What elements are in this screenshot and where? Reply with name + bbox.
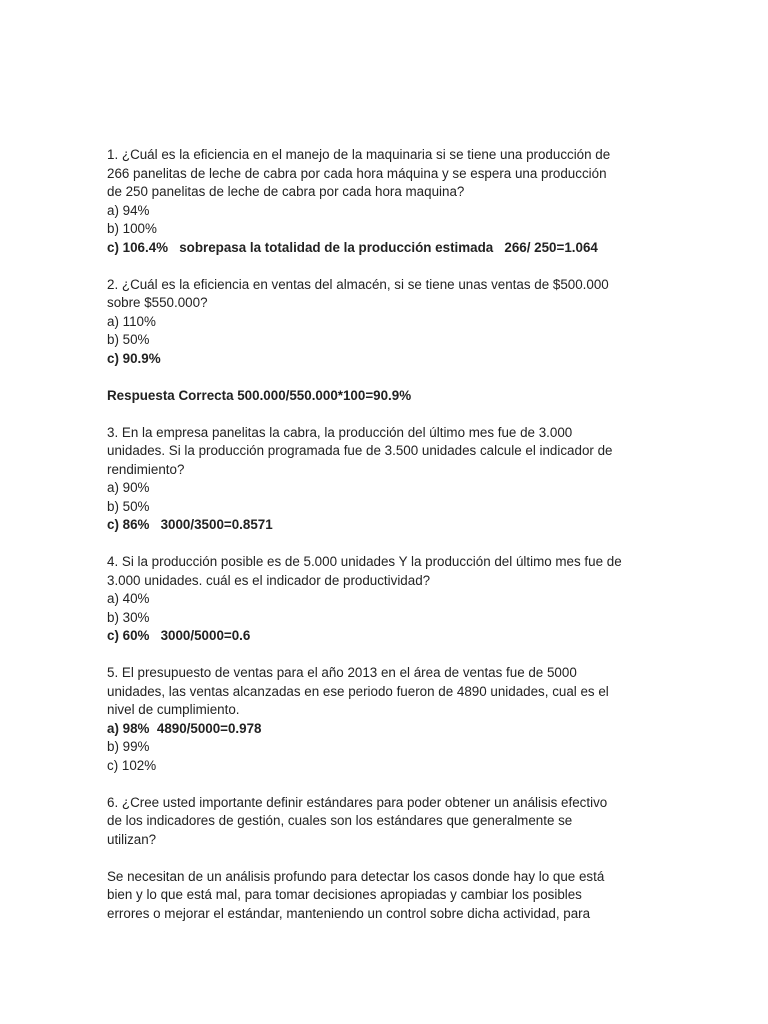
option-a: a) 110% — [107, 313, 156, 329]
question-text-line: 6. ¿Cree usted importante definir estándares para poder obtener un análisis efectivo — [107, 794, 608, 810]
question-text-line: de 250 panelitas de leche de cabra por cada hora maquina? — [107, 184, 465, 199]
question-text-line: de los indicadores de gestión, cuales son los estándares que generalmente se — [107, 813, 573, 828]
answer-text-line: bien y lo que está mal, para tomar decisiones apropiadas y cambiar los posibles — [107, 887, 582, 902]
option-c-correct: c) 90.9% — [107, 350, 161, 366]
question-text-line: 266 panelitas de leche de cabra por cada hora máquina y se espera una producción — [107, 165, 607, 181]
question-text-line: 2. ¿Cuál es la eficiencia en ventas del almacén, si se tiene unas ventas de $500.000 — [107, 276, 609, 292]
option-a-correct: a) 98% 4890/5000=0.978 — [107, 720, 262, 736]
question-text-line: unidades. Si la producción programada fue de 3.500 unidades calcule el indicador de — [107, 443, 613, 458]
question-4 — [107, 553, 667, 646]
question-text-line: unidades, las ventas alcanzadas en ese periodo fueron de 4890 unidades, cual es el — [107, 683, 609, 699]
option-b: b) 50% — [107, 332, 150, 347]
question-text-line: 3.000 unidades. cuál es el indicador de productividad? — [107, 572, 431, 588]
option-b: b) 100% — [107, 221, 157, 236]
document-page — [107, 146, 667, 923]
option-a: a) 40% — [107, 591, 150, 606]
option-a: a) 94% — [107, 202, 150, 218]
spacer — [107, 775, 667, 794]
option-c-correct: c) 106.4% sobrepasa la totalidad de la producción estimada 266/ 250=1.064 — [107, 239, 598, 255]
question-text-line: 4. Si la producción posible es de 5.000 unidades Y la producción del último mes fue de — [107, 554, 622, 569]
option-b: b) 99% — [107, 739, 150, 754]
question-text-line: 5. El presupuesto de ventas para el año 2013 en el área de ventas fue de 5000 — [107, 665, 577, 680]
option-b: b) 50% — [107, 498, 150, 514]
question-2 — [107, 276, 667, 406]
option-a: a) 90% — [107, 480, 150, 495]
question-5 — [107, 664, 667, 775]
correct-answer-note: Respuesta Correcta 500.000/550.000*100=90.9% — [107, 387, 412, 403]
question-text-line: utilizan? — [107, 831, 157, 847]
question-text-line: rendimiento? — [107, 461, 185, 477]
option-c-correct: c) 86% 3000/3500=0.8571 — [107, 517, 273, 532]
question-1 — [107, 146, 667, 257]
option-c-correct: c) 60% 3000/5000=0.6 — [107, 628, 251, 643]
question-text-line: 3. En la empresa panelitas la cabra, la producción del último mes fue de 3.000 — [107, 424, 573, 440]
answer-text-line: Se necesitan de un análisis profundo para detectar los casos donde hay lo que está — [107, 868, 605, 884]
question-text-line: sobre $550.000? — [107, 295, 208, 310]
spacer — [107, 535, 667, 554]
option-b: b) 30% — [107, 609, 150, 625]
answer-text-line: errores o mejorar el estándar, manteniendo un control sobre dicha actividad, para — [107, 905, 591, 921]
question-text-line: 1. ¿Cuál es la eficiencia en el manejo de la maquinaria si se tiene una producción de — [107, 147, 611, 162]
question-3 — [107, 424, 667, 535]
question-text-line: nivel de cumplimiento. — [107, 702, 240, 717]
spacer — [107, 646, 667, 665]
spacer — [107, 368, 667, 387]
spacer — [107, 849, 667, 868]
question-6 — [107, 794, 667, 924]
spacer — [107, 257, 667, 276]
spacer — [107, 405, 667, 424]
option-c: c) 102% — [107, 757, 157, 773]
